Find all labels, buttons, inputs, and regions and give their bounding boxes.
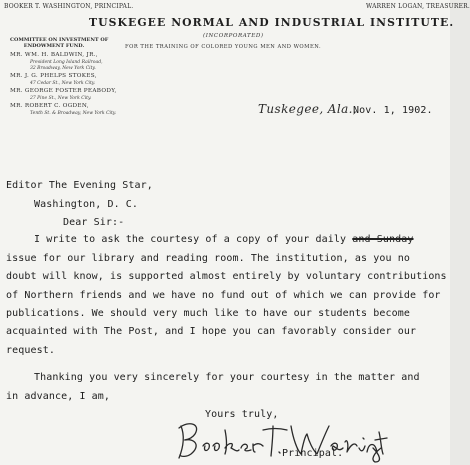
body-line: publications. We should very much like to have our students become: [6, 308, 410, 319]
body-line: request.: [6, 345, 55, 356]
body-line: [34, 234, 414, 245]
struck-text: and Sunday: [352, 234, 414, 245]
committee-heading: [10, 37, 109, 49]
committee-member-address: President Long Island Railroad,: [30, 60, 103, 65]
committee-member-name: MR. ROBERT C. OGDEN,: [10, 103, 89, 109]
letterhead-principal: BOOKER T. WASHINGTON, PRINCIPAL.: [4, 3, 134, 10]
committee-member-address: 32 Broadway, New York City.: [30, 66, 96, 71]
letterhead-place: Tuskegee, Ala.,: [258, 102, 358, 116]
institution-motto: FOR THE TRAINING OF COLORED YOUNG MEN AND WOMEN.: [125, 44, 322, 50]
letterhead-treasurer: WARREN LOGAN, TREASURER.: [366, 3, 470, 10]
closing-paragraph-line-2: in advance, I am,: [6, 391, 111, 402]
signatory-title: Principal.: [282, 448, 344, 459]
committee-member-address: Tenth St. & Broadway, New York City.: [30, 111, 117, 116]
addressee-line-2: Washington, D. C.: [34, 199, 139, 210]
body-line: of Northern friends and we have no fund out of which we can provide for: [6, 290, 441, 301]
committee-heading-line-2: ENDOWMENT FUND.: [23, 42, 85, 49]
committee-member-name: MR. WM. H. BALDWIN, JR.,: [10, 52, 98, 58]
incorporated-note: (INCORPORATED): [203, 33, 264, 39]
body-line: acquainted with The Post, and I hope you can favorably consider our: [6, 326, 417, 337]
committee-member-address: 27 Pine St., New York City.: [30, 96, 92, 101]
committee-member-address: 47 Cedar St., New York City.: [30, 81, 96, 86]
institution-title: TUSKEGEE NORMAL AND INDUSTRIAL INSTITUTE.: [89, 16, 455, 29]
body-line: issue for our library and reading room. The institution, as you no: [6, 253, 410, 264]
committee-heading-line-1: COMMITTEE ON INVESTMENT OF: [10, 37, 109, 43]
committee-member-name: MR. GEORGE FOSTER PEABODY,: [10, 88, 117, 94]
body-line: doubt will know, is supported almost entirely by voluntary contributions: [6, 271, 447, 282]
complimentary-close: Yours truly,: [205, 409, 279, 420]
letter-date: Nov. 1, 1902.: [353, 105, 433, 116]
body-text: I write to ask the courtesy of a copy of your daily: [34, 234, 353, 245]
salutation: Dear Sir:-: [63, 217, 125, 228]
committee-member-name: MR. J. G. PHELPS STOKES,: [10, 73, 97, 79]
closing-paragraph-line-1: Thanking you very sincerely for your courtesy in the matter and: [34, 372, 420, 383]
addressee-line-1: Editor The Evening Star,: [6, 180, 153, 191]
